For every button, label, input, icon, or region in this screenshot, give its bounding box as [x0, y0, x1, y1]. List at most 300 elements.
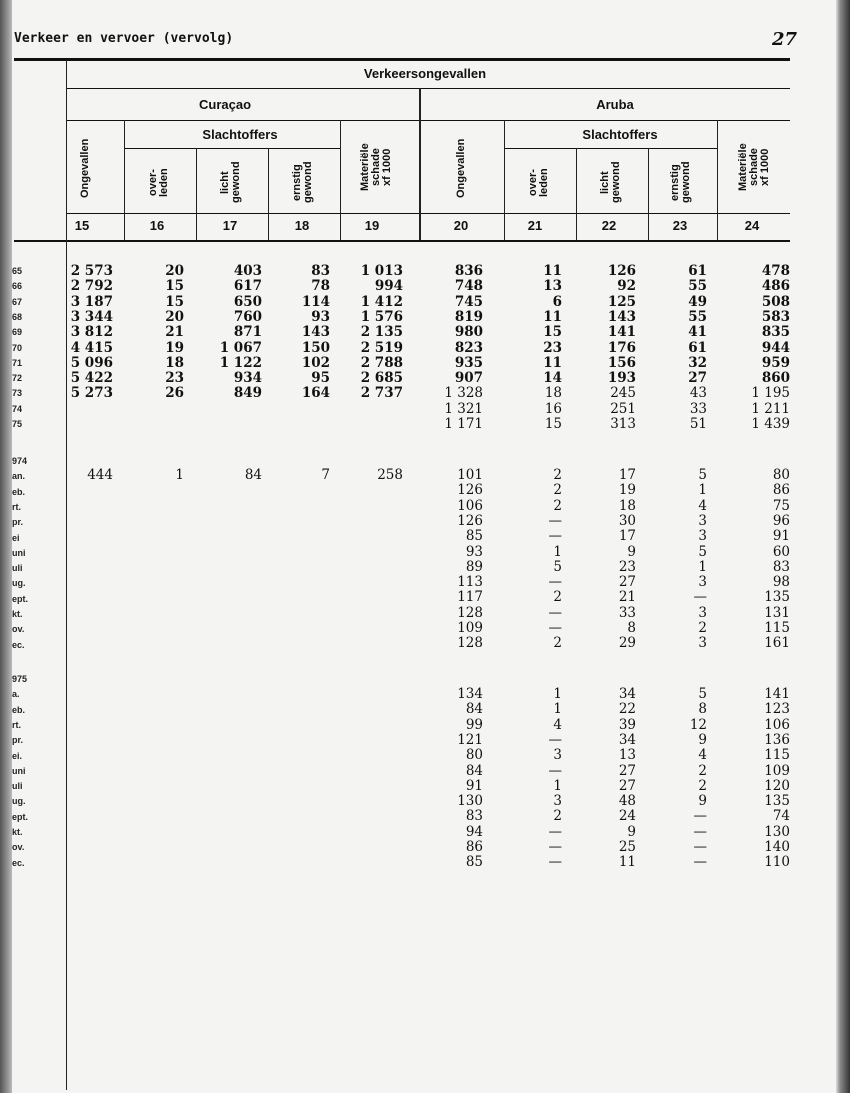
col-divider — [717, 120, 718, 240]
table-cell: 101 — [457, 467, 483, 483]
table-cell: 83 — [772, 558, 790, 575]
table-cell: 860 — [761, 370, 790, 387]
table-cell: 18 — [618, 497, 636, 514]
table-cell: 1 171 — [444, 416, 483, 432]
table-cell: 478 — [761, 263, 790, 279]
table-cell: 130 — [457, 793, 483, 810]
table-cell: 245 — [610, 385, 636, 402]
table-cell: 6 — [552, 293, 562, 310]
table-cell: 4 — [698, 497, 707, 514]
table-cell: 907 — [454, 370, 483, 387]
table-cell: 5 — [698, 686, 707, 702]
table-cell: 760 — [233, 308, 262, 325]
table-cell: 25 — [618, 839, 636, 855]
row-label: ei — [12, 532, 20, 543]
table-cell: 17 — [618, 467, 636, 483]
table-cell: 80 — [465, 747, 483, 764]
table-cell: 1 — [175, 467, 184, 483]
table-cell: 83 — [311, 263, 330, 279]
table-cell: 109 — [457, 620, 483, 636]
table-cell: 2 792 — [70, 278, 113, 295]
row-label: ec. — [12, 639, 25, 650]
table-cell: 3 — [698, 512, 707, 529]
row-label: ov. — [12, 624, 25, 635]
table-cell: 16 — [544, 400, 562, 417]
table-cell: 251 — [610, 400, 636, 417]
row-label: kt. — [12, 609, 23, 619]
row-label: ug. — [12, 578, 26, 589]
table-cell: 15 — [543, 324, 562, 341]
table-cell: 140 — [764, 839, 790, 855]
header-rule-1 — [66, 88, 790, 89]
header-rule-4 — [66, 213, 790, 214]
table-cell: 849 — [233, 385, 262, 402]
table-cell: 126 — [457, 482, 483, 499]
table-cell: 1 211 — [751, 400, 790, 417]
table-cell: 51 — [689, 416, 707, 432]
table-cell: 114 — [301, 293, 330, 310]
table-cell: — — [548, 839, 562, 855]
table-cell: 126 — [607, 263, 636, 279]
table-cell: 136 — [764, 731, 790, 748]
colnum-rule — [14, 240, 790, 242]
row-label: pr. — [12, 735, 24, 746]
table-cell: 5 273 — [70, 385, 113, 402]
table-cell: — — [548, 823, 562, 840]
table-cell: 15 — [544, 416, 562, 432]
table-cell: 143 — [607, 308, 636, 325]
column-number: 19 — [364, 218, 380, 233]
table-cell: 5 — [553, 558, 562, 575]
table-cell: 1 — [553, 777, 562, 794]
table-cell: 9 — [627, 543, 636, 560]
table-cell: 944 — [761, 339, 790, 356]
table-cell: 93 — [311, 308, 330, 325]
table-cell: 84 — [465, 701, 483, 718]
table-cell: 1 — [553, 543, 562, 560]
row-label: uli — [12, 563, 23, 574]
table-cell: 980 — [454, 324, 483, 341]
table-cell: 258 — [377, 467, 403, 483]
table-cell: 98 — [772, 574, 790, 591]
table-cell: 4 415 — [70, 339, 113, 356]
row-label: an. — [12, 471, 26, 482]
row-label: 974 — [12, 456, 28, 466]
table-cell: 3 — [553, 793, 562, 810]
column-number: 24 — [744, 218, 760, 233]
column-number: 21 — [527, 218, 543, 233]
table-cell: 12 — [689, 716, 707, 733]
table-cell: 130 — [764, 823, 790, 840]
header-rule-2 — [66, 120, 790, 121]
col-accidents-aruba: Ongevallen — [455, 138, 467, 198]
col-divider — [648, 148, 649, 240]
table-cell: 21 — [165, 324, 184, 341]
table-cell: 650 — [233, 293, 262, 310]
table-cell: 55 — [688, 278, 707, 295]
table-cell: 1 — [698, 482, 707, 499]
table-cell: 3 — [698, 574, 707, 591]
aruba-victims-heading: Slachtoffers — [582, 127, 658, 142]
col-light-aruba: licht gewond — [599, 161, 622, 204]
table-cell: 3 — [553, 747, 562, 764]
table-cell: 33 — [618, 604, 636, 621]
running-head: Verkeer en vervoer (vervolg) — [14, 31, 234, 46]
table-cell: 748 — [454, 278, 483, 295]
table-cell: 41 — [688, 324, 707, 341]
table-cell: 508 — [761, 293, 790, 310]
table-cell: 84 — [244, 467, 262, 483]
table-cell: 74 — [772, 808, 790, 825]
table-cell: 39 — [618, 716, 636, 733]
table-cell: — — [548, 574, 562, 591]
col-divider — [196, 148, 197, 240]
table-cell: 128 — [457, 604, 483, 621]
table-cell: 128 — [457, 635, 483, 652]
table-cell: 1 067 — [219, 339, 262, 356]
col-damage-aruba: Materiële schade xf 1000 — [737, 143, 771, 192]
col-light-curacao: licht gewond — [219, 161, 242, 204]
table-cell: 22 — [618, 701, 636, 718]
table-cell: 745 — [454, 293, 483, 310]
table-cell: 13 — [618, 747, 636, 764]
table-cell: 34 — [618, 686, 636, 702]
table-cell: — — [548, 854, 562, 871]
table-cell: 823 — [454, 339, 483, 356]
table-cell: 2 — [698, 777, 707, 794]
table-cell: 27 — [618, 777, 636, 794]
table-cell: 106 — [764, 716, 790, 733]
table-cell: 131 — [764, 604, 790, 621]
table-cell: 2 685 — [360, 370, 403, 387]
table-cell: 2 — [553, 808, 562, 825]
table-cell: 4 — [553, 716, 562, 733]
row-label: uni — [12, 765, 26, 776]
table-cell: 2 135 — [360, 324, 403, 341]
table-cell: 3 187 — [70, 293, 113, 310]
table-cell: 5 — [698, 543, 707, 560]
table-cell: 486 — [761, 278, 790, 295]
table-cell: 2 — [553, 589, 562, 606]
row-label: kt. — [12, 827, 23, 837]
table-cell: 17 — [618, 528, 636, 545]
table-cell: 61 — [688, 263, 707, 279]
row-label: 975 — [12, 674, 28, 684]
table-cell: 1 — [553, 701, 562, 718]
table-cell: 23 — [543, 339, 562, 356]
table-cell: 20 — [165, 308, 184, 325]
table-cell: 14 — [543, 370, 562, 387]
page-edge — [836, 0, 850, 1093]
table-cell: 92 — [617, 278, 636, 295]
table-cell: 120 — [764, 777, 790, 794]
row-label: 65 — [12, 266, 23, 276]
table-cell: 1 439 — [751, 416, 790, 432]
col-serious-curacao: ernstig gewond — [291, 161, 314, 204]
table-cell: 33 — [689, 400, 707, 417]
row-label: ug. — [12, 796, 26, 807]
row-label: a. — [12, 689, 20, 700]
table-cell: 27 — [618, 574, 636, 591]
table-cell: 1 — [553, 686, 562, 702]
table-cell: 78 — [311, 278, 330, 295]
table-cell: 86 — [465, 839, 483, 855]
col-divider — [268, 148, 269, 240]
table-cell: 83 — [465, 808, 483, 825]
table-cell: 61 — [688, 339, 707, 356]
top-rule — [14, 58, 790, 61]
table-cell: 8 — [698, 701, 707, 718]
table-cell: 3 — [698, 635, 707, 652]
table-cell: 5 — [698, 467, 707, 483]
table-cell: 89 — [465, 558, 483, 575]
table-cell: 55 — [688, 308, 707, 325]
table-cell: — — [693, 839, 707, 855]
table-cell: 99 — [465, 716, 483, 733]
row-label: 71 — [12, 357, 23, 368]
table-cell: 91 — [772, 528, 790, 545]
table-cell: — — [548, 620, 562, 636]
table-cell: 106 — [457, 497, 483, 514]
header-rule-3 — [125, 148, 340, 149]
table-cell: 164 — [301, 385, 330, 402]
table-cell: 126 — [457, 512, 483, 529]
table-cell: 819 — [454, 308, 483, 325]
table-cell: 5 096 — [70, 354, 113, 371]
table-cell: 994 — [374, 278, 403, 295]
table-cell: 141 — [607, 324, 636, 341]
column-number: 16 — [149, 218, 165, 233]
aruba-heading: Aruba — [596, 97, 634, 112]
row-label: uni — [12, 547, 26, 558]
table-cell: 49 — [688, 293, 707, 310]
table-cell: 2 573 — [70, 263, 113, 279]
table-cell: 2 788 — [360, 354, 403, 371]
table-cell: 1 013 — [360, 263, 403, 279]
table-cell: 121 — [457, 731, 483, 748]
table-cell: 2 519 — [360, 339, 403, 356]
col-dead-aruba: over- leden — [527, 168, 550, 197]
book-binding — [0, 0, 12, 1093]
table-cell: — — [548, 604, 562, 621]
table-cell: 959 — [761, 354, 790, 371]
table-cell: 102 — [301, 354, 330, 371]
table-cell: 43 — [689, 385, 707, 402]
curacao-heading: Curaçao — [198, 97, 252, 112]
table-cell: 150 — [301, 339, 330, 356]
row-label: eb. — [12, 704, 26, 715]
table-cell: 3 812 — [70, 324, 113, 341]
table-cell: 15 — [165, 278, 184, 295]
table-cell: — — [548, 762, 562, 779]
table-cell: 11 — [618, 854, 636, 871]
row-label: 68 — [12, 311, 23, 322]
table-cell: — — [693, 823, 707, 840]
table-cell: 135 — [764, 589, 790, 606]
row-label: 67 — [12, 296, 23, 307]
table-cell: — — [693, 589, 707, 606]
table-cell: 23 — [618, 558, 636, 575]
column-number: 17 — [222, 218, 238, 233]
col-divider — [504, 120, 505, 240]
table-cell: 11 — [543, 354, 562, 371]
table-cell: 134 — [457, 686, 483, 702]
table-cell: — — [548, 512, 562, 529]
curacao-victims-heading: Slachtoffers — [202, 127, 278, 142]
table-cell: 5 422 — [70, 370, 113, 387]
table-cell: 2 737 — [360, 385, 403, 402]
table-cell: 2 — [553, 497, 562, 514]
table-cell: 3 — [698, 604, 707, 621]
row-label: rt. — [12, 719, 21, 730]
column-number: 22 — [601, 218, 617, 233]
table-cell: 934 — [233, 370, 262, 387]
table-cell: 94 — [465, 823, 483, 840]
table-cell: 24 — [618, 808, 636, 825]
table-cell: 135 — [764, 793, 790, 810]
table-cell: 109 — [764, 762, 790, 779]
table-cell: 96 — [772, 512, 790, 529]
table-cell: 1 328 — [444, 385, 483, 402]
col-accidents-curacao: Ongevallen — [79, 138, 91, 198]
table-cell: 48 — [618, 793, 636, 810]
table-cell: 18 — [165, 354, 184, 371]
table-cell: 27 — [688, 370, 707, 387]
table-cell: 29 — [618, 635, 636, 652]
table-cell: 125 — [607, 293, 636, 310]
table-cell: 2 — [553, 482, 562, 499]
table-cell: 85 — [465, 854, 483, 871]
table-cell: 403 — [233, 263, 262, 279]
table-cell: 23 — [165, 370, 184, 387]
table-cell: 11 — [543, 308, 562, 325]
table-cell: 871 — [233, 324, 262, 341]
table-cell: 161 — [764, 635, 790, 652]
table-cell: — — [693, 854, 707, 871]
table-cell: 19 — [618, 482, 636, 499]
table-cell: 935 — [454, 354, 483, 371]
row-label: 74 — [12, 403, 23, 414]
table-cell: 93 — [465, 543, 483, 560]
table-cell: 117 — [457, 589, 483, 606]
table-cell: 30 — [618, 512, 636, 529]
table-cell: 86 — [772, 482, 790, 499]
table-cell: 91 — [465, 777, 483, 794]
table-cell: 2 — [553, 635, 562, 652]
col-dead-curacao: over- leden — [147, 168, 170, 197]
table-cell: 95 — [311, 370, 330, 387]
table-cell: 156 — [607, 354, 636, 371]
table-cell: 4 — [698, 747, 707, 764]
table-title: Verkeersongevallen — [363, 66, 487, 81]
table-cell: 3 — [698, 528, 707, 545]
table-cell: 18 — [544, 385, 562, 402]
table-cell: 835 — [761, 324, 790, 341]
table-cell: 75 — [772, 497, 790, 514]
column-number: 15 — [74, 218, 90, 233]
table-cell: 113 — [457, 574, 483, 591]
table-cell: — — [548, 731, 562, 748]
row-label: ec. — [12, 857, 25, 868]
row-label: ept. — [12, 811, 29, 822]
table-cell: 115 — [764, 620, 790, 636]
table-cell: 110 — [764, 854, 790, 871]
table-cell: 115 — [764, 747, 790, 764]
table-cell: 84 — [465, 762, 483, 779]
col-damage-curacao: Materiële schade xf 1000 — [359, 143, 393, 192]
table-cell: 1 122 — [219, 354, 262, 371]
table-cell: — — [693, 808, 707, 825]
table-cell: 1 412 — [360, 293, 403, 310]
table-cell: — — [548, 528, 562, 545]
row-label: 75 — [12, 419, 23, 429]
table-cell: 21 — [618, 589, 636, 606]
table-cell: 60 — [772, 543, 790, 560]
table-cell: 313 — [610, 416, 636, 432]
table-cell: 1 195 — [751, 385, 790, 402]
table-cell: 32 — [688, 354, 707, 371]
column-number: 23 — [672, 218, 688, 233]
col-divider — [340, 120, 341, 240]
table-cell: 9 — [698, 731, 707, 748]
table-cell: 27 — [618, 762, 636, 779]
row-label: 72 — [12, 373, 23, 384]
row-label: 69 — [12, 327, 23, 338]
table-cell: 2 — [553, 467, 562, 483]
table-cell: 8 — [627, 620, 636, 636]
table-cell: 1 — [698, 558, 707, 575]
col-serious-aruba: ernstig gewond — [669, 161, 692, 204]
table-cell: 141 — [764, 686, 790, 702]
header-rule-3b — [505, 148, 717, 149]
table-cell: 1 321 — [444, 400, 483, 417]
table-cell: 7 — [321, 467, 330, 483]
column-number: 18 — [294, 218, 310, 233]
table-cell: 123 — [764, 701, 790, 718]
table-cell: 176 — [607, 339, 636, 356]
table-cell: 15 — [165, 293, 184, 310]
row-label: ei. — [12, 750, 23, 761]
row-label: uli — [12, 781, 23, 792]
table-cell: 836 — [454, 263, 483, 279]
table-cell: 583 — [761, 308, 790, 325]
row-label: 70 — [12, 342, 23, 353]
stub-divider — [66, 60, 67, 1090]
region-divider — [419, 88, 421, 240]
page-number: 27 — [772, 29, 798, 50]
table-cell: 9 — [627, 823, 636, 840]
table-cell: 9 — [698, 793, 707, 810]
col-divider — [576, 148, 577, 240]
table-cell: 13 — [543, 278, 562, 295]
row-label: eb. — [12, 486, 26, 497]
table-cell: 85 — [465, 528, 483, 545]
table-cell: 3 344 — [70, 308, 113, 325]
table-cell: 20 — [165, 263, 184, 279]
table-cell: 1 576 — [360, 308, 403, 325]
row-label: pr. — [12, 517, 24, 528]
table-cell: 19 — [165, 339, 184, 356]
row-label: ov. — [12, 842, 25, 853]
row-label: rt. — [12, 501, 21, 512]
table-cell: 26 — [165, 385, 184, 402]
table-cell: 617 — [233, 278, 262, 295]
table-cell: 444 — [87, 467, 113, 483]
row-label: 73 — [12, 388, 23, 399]
table-cell: 11 — [543, 263, 562, 279]
table-cell: 193 — [607, 370, 636, 387]
column-number: 20 — [453, 218, 469, 233]
